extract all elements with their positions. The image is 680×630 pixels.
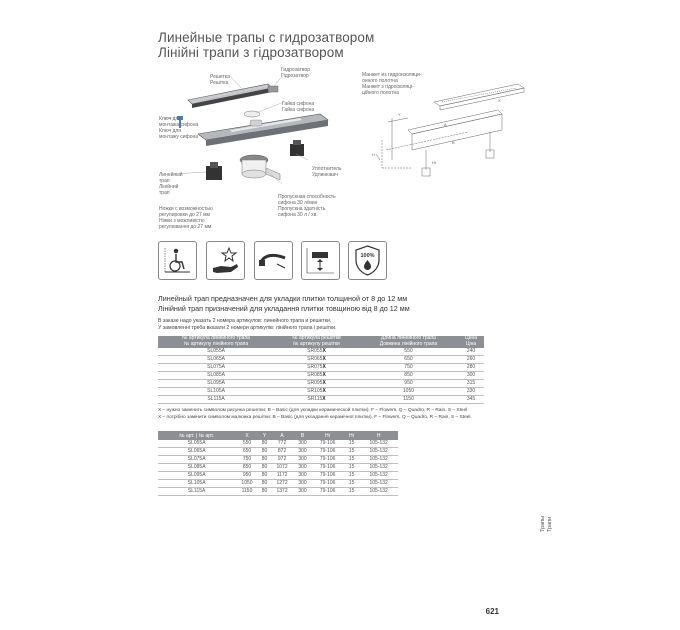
feature-icon-hand-star	[206, 241, 245, 280]
label-legs: Ножки с возможностью регулировки до 27 мм Ніжки з можливістю регулювання до 27 мм	[159, 206, 213, 230]
waterproof-percent: 100%	[360, 253, 375, 259]
table-header-row	[158, 336, 484, 348]
hand-star-icon	[207, 242, 244, 279]
grate-icon	[188, 84, 272, 108]
table-row: SL105A 1050 80 1272 300 79-106 15 105-132	[158, 480, 398, 488]
table-row: SL115A 1150 80 1372 300 79-106 15 105-132	[158, 488, 398, 496]
siphon-icon	[240, 155, 280, 180]
water-seal-icon	[268, 86, 278, 92]
table-row: SL095A 950 80 1172 300 79-106 15 105-132	[158, 472, 398, 480]
page-number: 621	[485, 607, 499, 616]
description-ru: Линейный трап предназначен для укладки плитки толщиной от 8 до 12 мм	[158, 294, 408, 303]
table-row: SL055A 550 80 772 300 79-106 15 105-132	[158, 440, 398, 448]
articles-table	[158, 336, 484, 404]
label-seal: Гидрозатвор Гідрозатвор	[281, 67, 311, 79]
table-row: SL085A SR085X 850 300	[158, 372, 484, 380]
description-ua: Лінійний трап призначений для укладання плитки товщиною від 8 до 12 мм	[158, 304, 410, 313]
table-row: SL065A SR065X 650 260	[158, 356, 484, 364]
svg-text:Y: Y	[398, 112, 401, 117]
svg-text:A: A	[444, 122, 447, 127]
adjust-height-icon	[302, 242, 339, 279]
page-title-ru: Линейные трапы с гидрозатвором	[158, 30, 375, 45]
svg-text:B: B	[452, 140, 455, 145]
table-row: SL095A SR095X 950 315	[158, 380, 484, 388]
table-header-cell: Длина линейного трапа Довжина лінійного трапа	[359, 336, 458, 348]
feature-icon-waterproof	[348, 241, 387, 280]
table-header-cell: Цена Ціна	[458, 336, 484, 348]
wheelchair-icon	[159, 242, 196, 279]
table-header-row: № арт. | № арт. X Y A B Hr Hr H	[158, 431, 398, 440]
shield-drop-icon	[349, 242, 386, 279]
table-row: SL065A 650 80 872 300 79-106 15 105-132	[158, 448, 398, 456]
table-row: SL075A SR075X 750 280	[158, 364, 484, 372]
label-extension: Уплотнитель Удлинювач	[312, 166, 342, 178]
svg-text:H: H	[372, 152, 375, 157]
grate-legend-ru: X – нужно заменить символом рисунка решетки: B – Basic (для укладки керамической плитки), F – Flowers, Q – Quadro, R – Rain, S – Steel.	[158, 408, 469, 413]
drain-body-icon	[198, 114, 328, 146]
technical-drawing	[368, 80, 528, 180]
grate-legend-ua: X – потрібно замінити символом малюнка решітки: B – Basic (для укладання керамічної плитки), F – Flowers, Q – Quadro, R – Rain, S – Steel.	[158, 415, 472, 420]
svg-text:X: X	[498, 98, 501, 103]
pipe-icon	[255, 242, 292, 279]
table-row: SL105A SR105X 1050 330	[158, 388, 484, 396]
table-row: SL075A 750 80 972 300 79-106 15 105-132	[158, 456, 398, 464]
feature-icon-height-adjust	[301, 241, 340, 280]
page-title-ua: Лінійні трапи з гідрозатвором	[158, 45, 344, 60]
order-note-ru: В заказе надо указать 2 номера артикулов: линейного трапа и решетки.	[158, 318, 332, 324]
side-section-label: Трапы Трапи	[540, 515, 553, 532]
siphon-nut-icon	[244, 111, 260, 117]
label-key: Ключ для монтажа сифона Ключ для монтажу сифона	[159, 116, 199, 140]
table-header-cell: № артикула линейного трапа № артикулу лінійного трапа	[158, 336, 274, 348]
feature-icon-flexible-pipe	[254, 241, 293, 280]
table-row: SL115A SR115X 1150 345	[158, 396, 484, 404]
dimensions-table	[158, 431, 398, 496]
table-header-cell: № артикула решетки № артикулу решітки	[274, 336, 359, 348]
label-membrane: Манжет из гидроизоляци- онного полотна Манжет з гідроізоляці- ційного полотна	[362, 72, 422, 96]
order-note-ua: У замовленні треба вказати 2 номери артикулів: лінійного трапа і решітки.	[158, 325, 337, 331]
svg-text:Hr: Hr	[432, 160, 437, 165]
table-row: SL085A 850 80 1072 300 79-106 15 105-132	[158, 464, 398, 472]
label-capacity: Пропускная способность сифона 30 л/мин Пропускна здатність сифона 30 л / хв.	[278, 194, 336, 218]
label-grate: Решетка Решітка	[210, 74, 230, 86]
table-row: SL055A SR055X 550 240	[158, 348, 484, 356]
label-nut: Гайка сифона Гайка сифона	[282, 101, 315, 113]
label-drain: Линейный трап Лінійний трап	[159, 172, 183, 196]
feature-icon-accessibility	[158, 241, 197, 280]
